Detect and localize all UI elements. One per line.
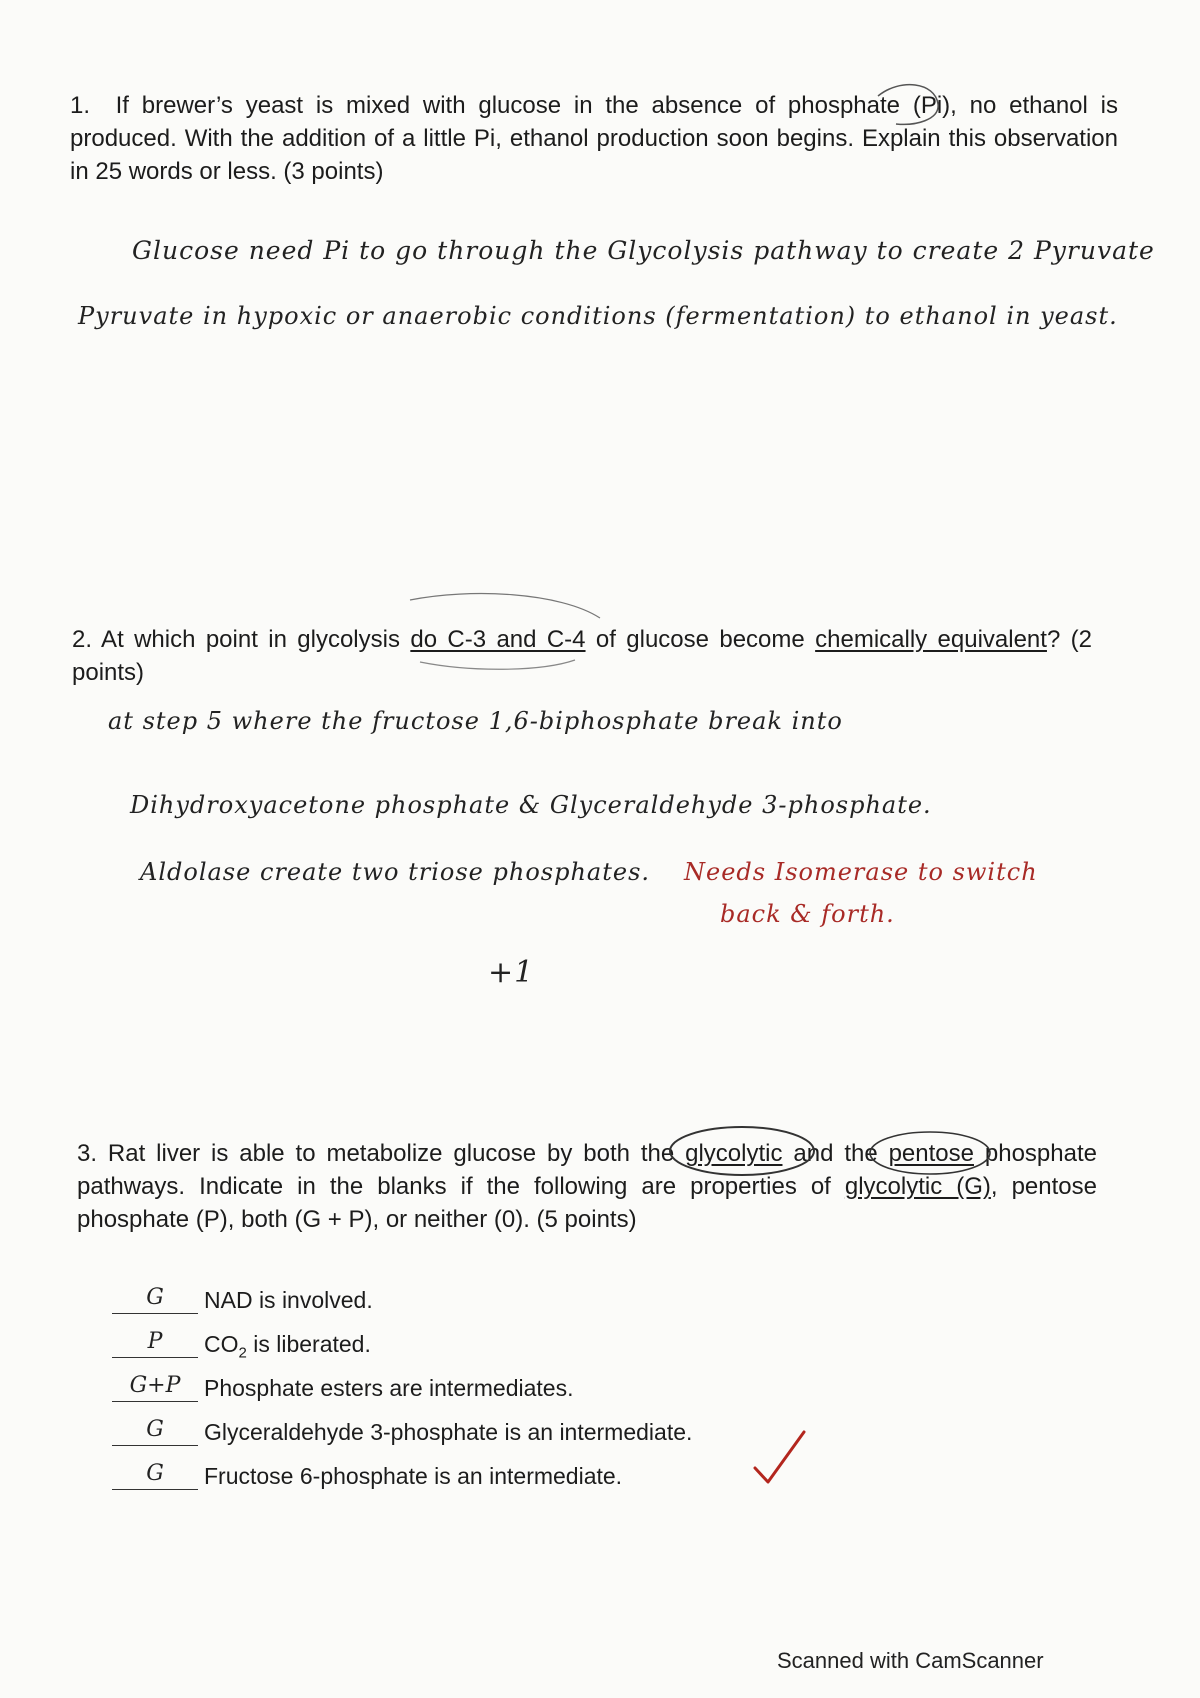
property-text: Fructose 6-phosphate is an intermediate. <box>204 1463 623 1489</box>
answer-1-line-2: Pyruvate in hypoxic or anaerobic conditions (fermentation) to ethanol in yeast. <box>78 302 1118 330</box>
circle-glycolytic <box>670 1127 814 1175</box>
property-text: NAD is involved. <box>204 1287 373 1313</box>
answer-blank: P <box>112 1327 198 1358</box>
score-mark: +1 <box>488 955 535 990</box>
grader-comment-line-1: Needs Isomerase to switch <box>684 858 1038 886</box>
arc-mark-q2 <box>410 594 600 618</box>
question-1-text: If brewer’s yeast is mixed with glucose in the absence of phosphate (Pi), no ethanol is produced. With the addition of a little Pi, ethanol production soon begins. Explain this observation in 25 words or less. (3 points) <box>70 92 1118 185</box>
question-1-number: 1. <box>70 92 91 119</box>
underlined-c3-c4: do C-3 and C-4 <box>410 626 586 653</box>
property-text: Phosphate esters are intermediates. <box>204 1375 574 1401</box>
answer-blank: G+P <box>112 1371 198 1402</box>
property-text: $CO_2$ is liberated. <box>204 1331 371 1362</box>
underlined-glycolytic-g: glycolytic (G) <box>844 1173 991 1200</box>
underlined-pentose: pentose <box>888 1140 974 1167</box>
underlined-glycolytic: glycolytic <box>685 1140 783 1167</box>
answer-blank: G <box>112 1459 198 1490</box>
answer-blank: G <box>112 1415 198 1446</box>
circle-pentose <box>870 1132 990 1174</box>
check-mark-icon <box>755 1432 804 1482</box>
answer-2-line-1: at step 5 where the fructose 1,6-biphosphate break into <box>108 707 843 735</box>
question-3: 3. Rat liver is able to metabolize glucose by both the glycolytic and the pentose phosphate pathways. Indicate in the blanks if the following are properties of glycolytic (G), pentose phosphate (P), both (G + P), or neither (0). (5 points) <box>77 1140 1097 1233</box>
arc-mark-q2-lower <box>420 660 575 669</box>
question-2: 2. At which point in glycolysis do C-3 and C-4 of glucose become chemically equivalent? (2 points) <box>72 626 1093 686</box>
grader-comment-line-2: back & forth. <box>720 900 895 928</box>
answer-blank: G <box>112 1283 198 1314</box>
answer-2-line-2: Dihydroxyacetone phosphate & Glyceraldehyde 3-phosphate. <box>130 791 932 819</box>
circle-mark-pi <box>878 85 938 125</box>
property-text: Glyceraldehyde 3-phosphate is an intermediate. <box>204 1419 693 1445</box>
underlined-chemically-equivalent: chemically equivalent <box>815 626 1047 653</box>
scanner-watermark: Scanned with CamScanner <box>777 1648 1044 1673</box>
answer-2-line-3a: Aldolase create two triose phosphates. <box>140 858 651 886</box>
answer-1-line-1: Glucose need Pi to go through the Glycolysis pathway to create 2 Pyruvate <box>132 236 1155 265</box>
